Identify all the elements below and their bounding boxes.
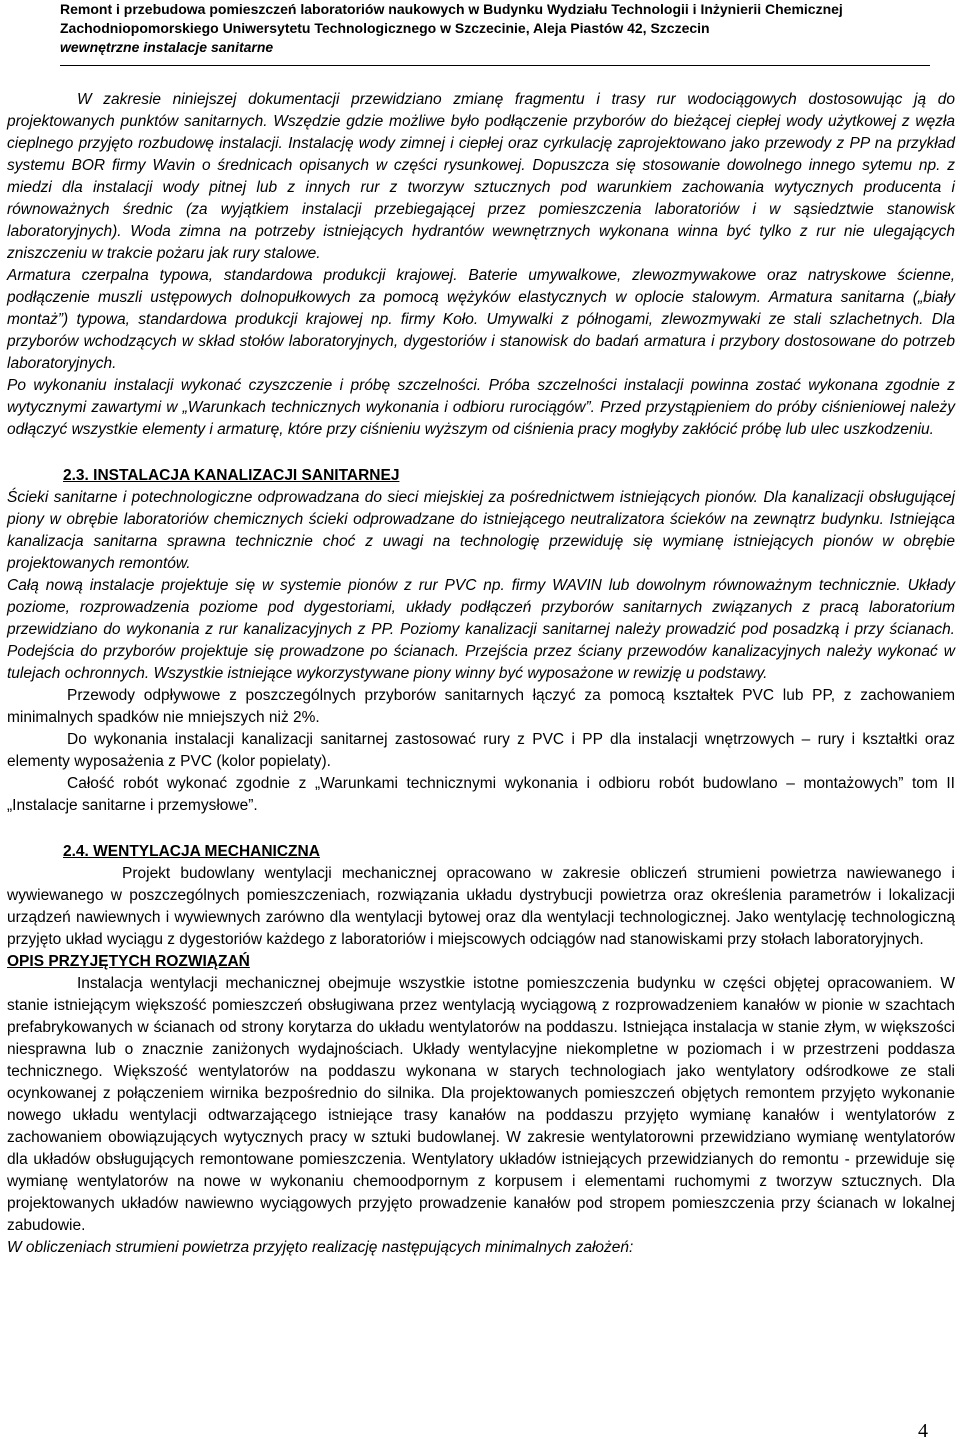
paragraph-sewage-system: Całą nową instalacje projektuje się w systemie pionów z rur PVC np. firmy WAVIN lub dowolnym równoważnym technicznie. Układy poziome, rozprowadzenia poziome pod dygestoriami, układy podłączeń przyborów sanitarnych związanych z pracą laboratorium przewidziano do wykonania z rur kanalizacyjnych z PP. Poziomy kanalizacji sanitarnej należy prowadzić pod posadzką i przy ścianach. Podejścia do przyborów projektuje się prowadzone po ścianach. Przejścia przez ściany przewodów kanalizacyjnych należy wykonać w tulejach ochronnych. Wszystkie istniejące wykorzystywane piony winny być wyposażone w rewizję u podstawy.	[7, 577, 955, 682]
paragraph-airflow-assumptions: W obliczeniach strumieni powietrza przyjęto realizację następujących minimalnych założeń:	[7, 1239, 634, 1256]
header-line-2: Zachodniopomorskiego Uniwersytetu Technologicznego w Szczecinie, Aleja Piastów 42, Szczecin	[60, 20, 710, 36]
section-heading-2-3: 2.3. INSTALACJA KANALIZACJI SANITARNEJ	[63, 467, 400, 484]
header-line-1: Remont i przebudowa pomieszczeń laboratoriów naukowych w Budynku Wydziału Technologii i Inżynierii Chemicznej	[60, 1, 843, 17]
header-divider	[60, 65, 930, 66]
paragraph-water-scope-b: Instalację wody zimnej i ciepłej oraz cyrkulację zaprojektowano jako przewody z PP na przykład systemu BOR firmy Wavin o średnicach opisanych w części rysunkowej. Dopuszcza się stosowanie dowolnego innego sytemu np. z miedzi dla instalacji wody pitnej lub z innych rur z tworzyw sztucznych pod warunkiem zachowania wytycznych producenta i równoważnych średnic (za wyjątkiem instalacji przebiegającej przez pomieszczenia laboratoriów i w sąsiedztwie stanowisk laboratoryjnych). Woda zimna na potrzeby istniejących hydrantów wewnętrznych wykonana winna być tylko z rur nie ulegających zniszczeniu w trakcie pożaru jak rury stalowe.	[7, 135, 955, 262]
paragraph-water-scope-a: W zakresie niniejszej dokumentacji przewidziano zmianę fragmentu i trasy rur wodociągowych dostosowując ją do projektowanych punktów sanitarnych. Wszędzie gdzie możliwe było podłączenie przyborów do bieżącej ciepłej wody użytkowej z węzła cieplnego przyjęto rozbudowę instalacji.	[7, 91, 955, 152]
page-number: 4	[918, 1420, 928, 1442]
paragraph-drain-pipes: Przewody odpływowe z poszczególnych przyborów sanitarnych łączyć za pomocą kształtek PVC lub PP, z zachowaniem minimalnych spadków nie mniejszych niż 2%.	[7, 687, 955, 726]
paragraph-technical-conditions: Całość robót wykonać zgodnie z „Warunkami technicznymi wykonania i odbioru robót budowlano – montażowych” tom II „Instalacje sanitarne i przemysłowe”.	[7, 775, 955, 814]
paragraph-pipe-materials: Do wykonania instalacji kanalizacji sanitarnej zastosować rury z PVC i PP dla instalacji wnętrzowych – rury i kształtki oraz elementy wyposażenia z PVC (kolor popielaty).	[7, 731, 955, 770]
paragraph-ventilation-description: Instalacja wentylacji mechanicznej obejmuje wszystkie istotne pomieszczenia budynku w części objętej opracowaniem. W stanie istniejącym większość pomieszczeń obsługiwana przez wentylacją wyciągową z rozprowadzeniem kanałów w pionie w szachtach prefabrykowanych w ścianach od strony korytarza do układu wentylatorów na poddaszu. Istniejąca instalacja w stanie złym, w większości niesprawna lub o znacznie zaniżonych wydajnościach. Układy wentylacyjne niekompletne w poziomach i w przestrzeni poddasza technicznego. Większość wentylatorów na poddaszu wykonana w starych technologiach jako wentylatory odśrodkowe ze stali ocynkowanej z połączeniem wirnika bezpośrednio do silnika. Dla projektowanych pomieszczeń objętych remontem przyjęto wykonanie nowego układu wentylacji odtwarzającego istniejące trasy kanałów na poddaszu przyjęto wymianę kanałów i wentylatorów z zachowaniem obowiązujących wytycznych pracy w sztuki budowlanej. W zakresie wentylatorowni przewidziano wymianę wentylatorów dla układów obsługujących remontowane pomieszczenia. Wentylatory układów istniejących przewidzianych do remontu - przewiduje się wymianę wentylatorów na nowe w wykonaniu chemoodpornym z korpusem i elementami ruchomymi z tworzyw sztucznych. Dla projektowanych układów nawiewno wyciągowych przyjęto prowadzenie kanałów pod stropem pomieszczenia przy ścianach w lokalnej zabudowie.	[7, 975, 955, 1234]
paragraph-sewage-intro: Ścieki sanitarne i potechnologiczne odprowadzana do sieci miejskiej za pośrednictwem istniejących pionów. Dla kanalizacji obsługującej piony w obrębie laboratoriów chemicznych ścieki odprowadzane do istniejącego neutralizatora ścieków na zewnątrz budynku. Istniejąca kanalizacja sanitarna sprawna technicznie choć z uwagi na technologię przewiduję się wymianę istniejących pionów w obrębie projektowanych remontów.	[7, 489, 955, 572]
paragraph-fittings: Armatura czerpalna typowa, standardowa produkcji krajowej. Baterie umywalkowe, zlewozmywakowe oraz natryskowe ścienne, podłączenie muszli ustępowych dolnopułkowych za pomocą wężyków elastycznych w oplocie stalowym. Armatura sanitarna („biały montaż”) typowa, standardowa produkcji krajowej np. firmy Koło. Umywalki z półnogami, zlewozmywaki ze stali szlachetnych. Dla przyborów wchodzących w skład stołów laboratoryjnych, dygestoriów i stanowisk do badań armatura i przybory dostosowane do potrzeb laboratoryjnych.	[7, 267, 955, 372]
page-header	[60, 0, 930, 57]
paragraph-water-scope	[7, 89, 955, 265]
paragraph-pressure-test: Po wykonaniu instalacji wykonać czyszczenie i próbę szczelności. Próba szczelności instalacji powinna zostać wykonana zgodnie z wytycznymi zawartymi w „Warunkach technicznych wykonania i odbioru rurociągów”. Przed przystąpieniem do próby ciśnieniowej należy odłączyć wszystkie elementy i armaturę, które przy ciśnieniu wyższym od ciśnienia pracy mogłyby zakłócić próbę lub ulec uszkodzeniu.	[7, 377, 955, 438]
header-line-3: wewnętrzne instalacje sanitarne	[60, 39, 274, 55]
section-heading-2-4: 2.4. WENTYLACJA MECHANICZNA	[63, 843, 320, 860]
subheading-solutions: OPIS PRZYJĘTYCH ROZWIĄZAŃ	[7, 953, 250, 970]
document-body	[7, 89, 955, 1259]
paragraph-ventilation-project: Projekt budowlany wentylacji mechanicznej opracowano w zakresie obliczeń strumieni powietrza nawiewanego i wywiewanego w poszczególnych pomieszczeniach, rozwiązania układu dystrybucji powietrza oraz określenia parametrów i lokalizacji urządzeń nawiewnych i wywiewnych zarówno dla wentylacji bytowej oraz dla wentylacji technologicznej. Jako wentylację technologiczną przyjęto układ wyciągu z dygestoriów każdego z laboratoriów i miejscowych odciągów nad stanowiskami przy stołach laboratoryjnych.	[7, 865, 955, 948]
